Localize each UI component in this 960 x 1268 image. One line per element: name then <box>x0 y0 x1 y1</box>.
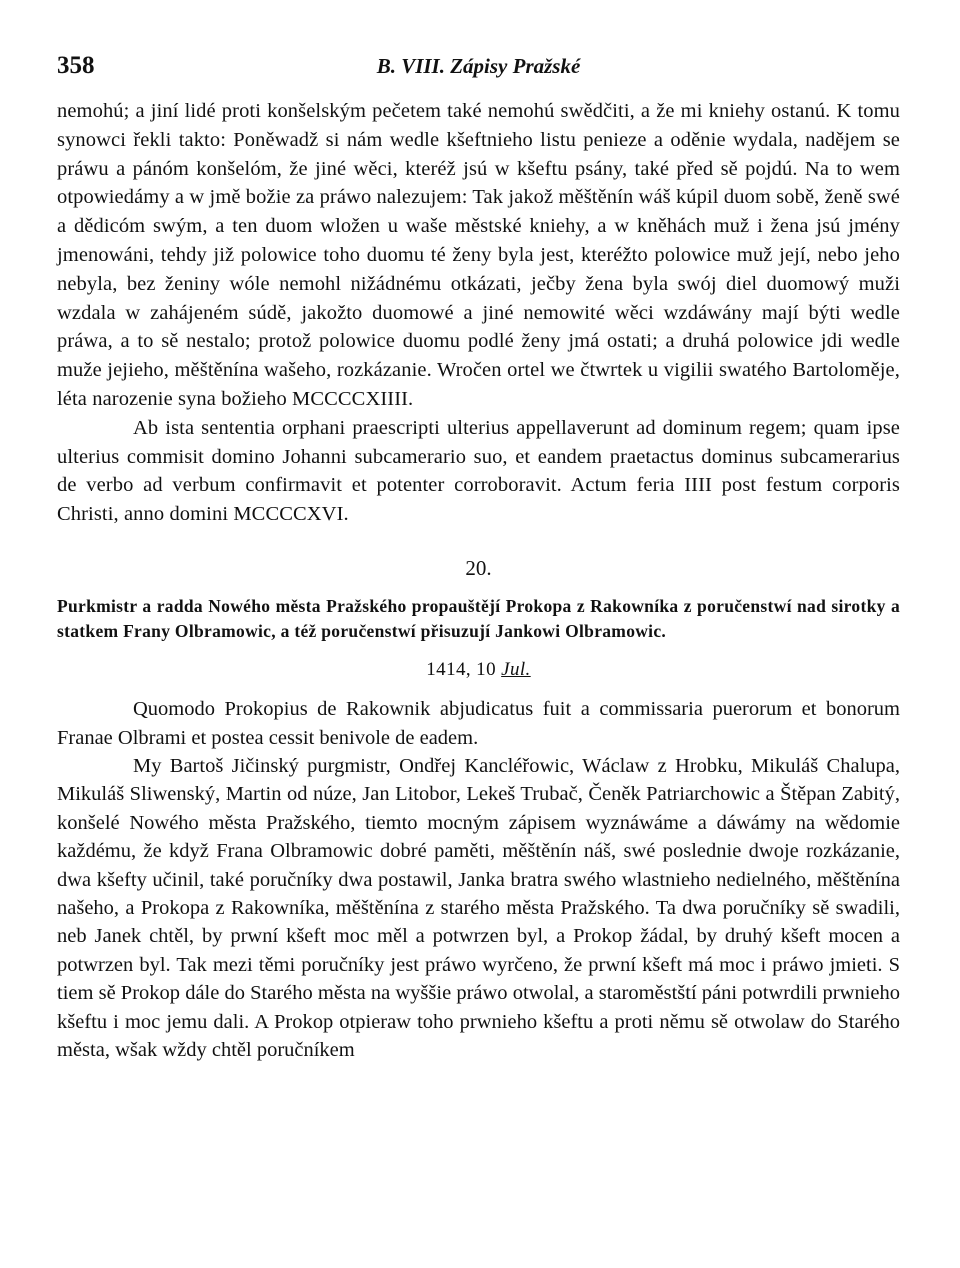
paragraph-appeal: Ab ista sententia orphani praescripti ulterius appellaverunt ad dominum regem; quam ipse ulterius commisit domino Johanni subcamerario suo, et eandem praetactus dominus subcamerarius de verbo ad verbum confirmavit et potenter corroboravit. Actum feria IIII post festum corporis Christi, anno domini MCCCCXVI. <box>57 416 900 526</box>
section-date <box>57 657 900 683</box>
paragraph-record: My Bartoš Jičinský purgmistr, Ondřej Kancléřowic, Wáclaw z Hrobku, Mikuláš Chalupa, Mikuláš Sliwenský, Martin od núze, Jan Litobor, Lekeš Trubač, Čeněk Patriarchowic a Štěpan Zabitý, konšelé Nowého města Pražského, tiemto mocným zápisem wyznáwáme a dáwámy na wědomie každému, že když Frana Olbramowic dobré paměti, měštěnín náš, swé poslednie dwoje rozkázanie, dwa kšefty učinil, také poručníky dwa postawil, Janka bratra swého wlastnieho nedielného, měštěnína našeho, a Prokopa z Rakowníka, měštěnína z starého města Pražského. Ta dwa poručníky sě swadili, neb Janek chtěl, by prwní kšeft moc měl a potwrzen byl, a Prokop žádal, by druhý kšeft mocen a potwrzen byl. Tak mezi těmi poručníky jest práwo wyrčeno, že prwní kšeft má moc i práwo jmieti. S tiem sě Prokop dále do Starého města na wyššie práwo otwolal, a staroměstští páni potwrdili prwnieho kšeftu i moc jemu dali. A Prokop otpieraw toho prwnieho kšeftu a proti němu sě otwolaw do Starého města, wšak wždy chtěl poručníkem <box>57 754 900 1062</box>
paragraph-verdict: nemohú; a jiní lidé proti konšelským pečetem také nemohú swědčiti, a že mi kniehy ostanú. K tomu synowci řekli takto: Poněwadž si nám wedle kšeftnieho listu penieze a oděnie wydala, nadějem se práwu a pánóm konšelóm, že jiné wěci, kteréž jsú w kšeftu psány, také před sě pojdú. Na to wem otpowiedámy a w jmě božie za práwo nalezujem: Tak jakož měštěnín wáš kúpil duom sobě, ženě swé a dědicóm swým, a ten duom wložen u waše městské kniehy, a w kněhách muž i žena jsú jmény jmenowáni, tehdy již polowice toho duomu té ženy byla jest, kteréžto polowice muž její, nebo jeho nebyla, bez ženiny wóle nemohl nižádnému otkázati, ječby žena byla swój diel duomowý muži wzdala w zahájeném súdě, jakožto duomowé a jiné nemowité wěci wzdáwány mají býti wedle práwa, a to sě nestalo; protož polowice duomu podlé ženy jmá ostati; a druhá polowice jdi wedle muže jejieho, měštěnína wašeho, rozkázanie. Wročen ortel we čtwrtek u vigilii swatého Bartoloměje, léta narozenie syna božieho MCCCCXIIII. <box>57 100 900 410</box>
page-number: 358 <box>57 52 95 79</box>
section-number: 20. <box>465 555 492 580</box>
running-title: B. VIII. Zápisy Pražské <box>376 54 581 78</box>
section-summary: Purkmistr a radda Nowého města Pražského propauštějí Prokopa z Rakowníka z poručenstwí nad sirotky a statkem Frany Olbramowic, a též poručenstwí přisuzují Jankowi Olbramowic. <box>57 595 900 641</box>
page-header <box>57 52 900 86</box>
page-body <box>57 97 900 1064</box>
paragraph-latin-heading: Quomodo Prokopius de Rakownik abjudicatus fuit a commissaria puerorum et bonorum Franae Olbrami et postea cessit benivole de eadem. <box>57 698 900 749</box>
date-prefix: 1414, 10 <box>426 659 496 681</box>
date-month: Jul. <box>501 659 531 681</box>
